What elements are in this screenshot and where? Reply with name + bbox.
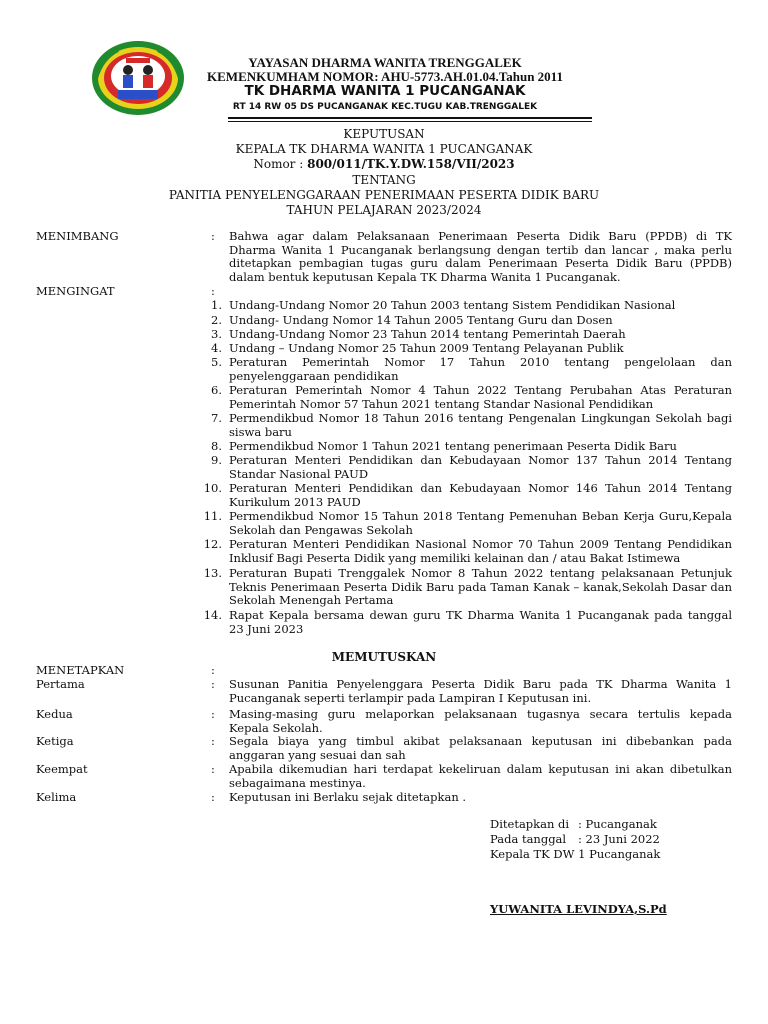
list-item-number: 11. bbox=[203, 509, 222, 523]
list-item-number: 9. bbox=[211, 453, 222, 467]
list-item: Rapat Kepala bersama dewan guru TK Dharma Wanita 1 Pucanganak pada tanggal 23 Juni 2023 bbox=[229, 608, 732, 636]
list-item-number: 6. bbox=[211, 383, 222, 397]
mengingat-label: MENGINGAT bbox=[36, 284, 115, 298]
decision-label: Kedua bbox=[36, 707, 73, 721]
decision-colon: : bbox=[211, 734, 215, 748]
list-item: Permendikbud Nomor 15 Tahun 2018 Tentang Pemenuhan Beban Kerja Guru,Kepala Sekolah dan Pengawas Sekolah bbox=[229, 509, 732, 537]
school-logo-icon bbox=[88, 38, 188, 118]
decree-subject: PANITIA PENYELENGGARAAN PENERIMAAN PESERTA DIDIK BARU bbox=[168, 188, 600, 202]
decision-colon: : bbox=[211, 762, 215, 776]
list-item-number: 14. bbox=[203, 608, 222, 622]
list-item: Undang- Undang Nomor 14 Tahun 2005 Tentang Guru dan Dosen bbox=[229, 313, 613, 327]
list-item: Peraturan Bupati Trenggalek Nomor 8 Tahun 2022 tentang pelaksanaan Petunjuk Teknis Penerimaan Peserta Didik Baru pada Taman Kanak – kanak,Sekolah Dasar dan Sekolah Menengah Pertama bbox=[229, 566, 732, 607]
decision-label: Kelima bbox=[36, 790, 77, 804]
list-item: Peraturan Menteri Pendidikan dan Kebudayaan Nomor 146 Tahun 2014 Tentang Kurikulum 2013 PAUD bbox=[229, 481, 732, 509]
decree-number-prefix: Nomor : bbox=[253, 157, 304, 171]
memutuskan-heading: MEMUTUSKAN bbox=[331, 650, 437, 664]
list-item-number: 4. bbox=[211, 341, 222, 355]
letterhead-rule-thick bbox=[228, 117, 592, 119]
school-name: TK DHARMA WANITA 1 PUCANGANAK bbox=[244, 83, 526, 99]
decision-label: Keempat bbox=[36, 762, 88, 776]
registration-number: KEMENKUMHAM NOMOR: AHU-5773.AH.01.04.Tahun 2011 bbox=[207, 69, 563, 84]
decision-text: Segala biaya yang timbul akibat pelaksanaan keputusan ini dibebankan pada anggaran yang sesuai dan sah bbox=[229, 734, 732, 762]
letterhead-rule-thin bbox=[228, 121, 592, 122]
list-item: Peraturan Pemerintah Nomor 4 Tahun 2022 Tentang Perubahan Atas Peraturan Pemerintah Nomor 57 Tahun 2021 tentang Standar Nasional Pendidikan bbox=[229, 383, 732, 411]
list-item: Undang – Undang Nomor 25 Tahun 2009 Tentang Pelayanan Publik bbox=[229, 341, 624, 355]
list-item-number: 3. bbox=[211, 327, 222, 341]
decision-label: Ketiga bbox=[36, 734, 74, 748]
decision-text: Apabila dikemudian hari terdapat kekeliruan dalam keputusan ini akan dibetulkan sebagaimana mestinya. bbox=[229, 762, 732, 790]
list-item: Peraturan Menteri Pendidikan dan Kebudayaan Nomor 137 Tahun 2014 Tentang Standar Nasional PAUD bbox=[229, 453, 732, 481]
decree-title: KEPUTUSAN bbox=[343, 127, 425, 141]
mengingat-colon: : bbox=[211, 284, 215, 298]
list-item-number: 5. bbox=[211, 355, 222, 369]
list-item-number: 12. bbox=[203, 537, 222, 551]
place-value: : Pucanganak bbox=[578, 817, 657, 831]
menimbang-colon: : bbox=[211, 229, 215, 243]
decree-about: TENTANG bbox=[352, 173, 416, 187]
decree-subject-year: TAHUN PELAJARAN 2023/2024 bbox=[286, 203, 482, 217]
place-label: Ditetapkan di bbox=[490, 817, 570, 831]
list-item-number: 10. bbox=[203, 481, 222, 495]
decision-colon: : bbox=[211, 677, 215, 691]
list-item-number: 8. bbox=[211, 439, 222, 453]
decision-text: Masing-masing guru melaporkan pelaksanaan tugasnya secara tertulis kepada Kepala Sekolah. bbox=[229, 707, 732, 735]
date-value: : 23 Juni 2022 bbox=[578, 832, 660, 846]
list-item-number: 2. bbox=[211, 313, 222, 327]
decision-colon: : bbox=[211, 790, 215, 804]
signatory-name: YUWANITA LEVINDYA,S.Pd bbox=[490, 902, 667, 916]
decision-text: Susunan Panitia Penyelenggara Peserta Didik Baru pada TK Dharma Wanita 1 Pucanganak seperti terlampir pada Lampiran I Keputusan ini. bbox=[229, 677, 732, 705]
menimbang-text: Bahwa agar dalam Pelaksanaan Penerimaan Peserta Didik Baru (PPDB) di TK Dharma Wanita 1 Pucanganak berlangsung dengan tertib dan lancar , maka perlu ditetapkan pembagian tugas guru dalam Penerimaan Peserta Didik Baru (PPDB) dalam bentuk keputusan Kepala TK Dharma Wanita 1 Pucanganak. bbox=[229, 229, 732, 284]
decree-number-line bbox=[100, 157, 668, 171]
list-item: Undang-Undang Nomor 23 Tahun 2014 tentang Pemerintah Daerah bbox=[229, 327, 626, 341]
school-address: RT 14 RW 05 DS PUCANGANAK KEC.TUGU KAB.TRENGGALEK bbox=[232, 102, 538, 112]
decision-label: Pertama bbox=[36, 677, 85, 691]
list-item-number: 13. bbox=[203, 566, 222, 580]
list-item: Permendikbud Nomor 1 Tahun 2021 tentang penerimaan Peserta Didik Baru bbox=[229, 439, 677, 453]
decree-issuer: KEPALA TK DHARMA WANITA 1 PUCANGANAK bbox=[235, 142, 533, 156]
foundation-name: YAYASAN DHARMA WANITA TRENGGALEK bbox=[248, 55, 522, 70]
list-item: Permendikbud Nomor 18 Tahun 2016 tentang Pengenalan Lingkungan Sekolah bagi siswa baru bbox=[229, 411, 732, 439]
list-item: Peraturan Pemerintah Nomor 17 Tahun 2010 tentang pengelolaan dan penyelenggaraan pendidikan bbox=[229, 355, 732, 383]
list-item: Peraturan Menteri Pendidikan Nasional Nomor 70 Tahun 2009 Tentang Pendidikan Inklusif Bagi Peserta Didik yang memiliki kelainan dan / atau Bakat Istimewa bbox=[229, 537, 732, 565]
menimbang-label: MENIMBANG bbox=[36, 229, 119, 243]
decree-number: 800/011/TK.Y.DW.158/VII/2023 bbox=[307, 157, 515, 171]
decision-text: Keputusan ini Berlaku sejak ditetapkan . bbox=[229, 790, 467, 804]
menetapkan-label: MENETAPKAN bbox=[36, 663, 125, 677]
signatory-position: Kepala TK DW 1 Pucanganak bbox=[490, 847, 661, 861]
list-item-number: 7. bbox=[211, 411, 222, 425]
menetapkan-colon: : bbox=[211, 663, 215, 677]
list-item: Undang-Undang Nomor 20 Tahun 2003 tentang Sistem Pendidikan Nasional bbox=[229, 298, 676, 312]
decision-colon: : bbox=[211, 707, 215, 721]
list-item-number: 1. bbox=[211, 298, 222, 312]
date-label: Pada tanggal bbox=[490, 832, 567, 846]
